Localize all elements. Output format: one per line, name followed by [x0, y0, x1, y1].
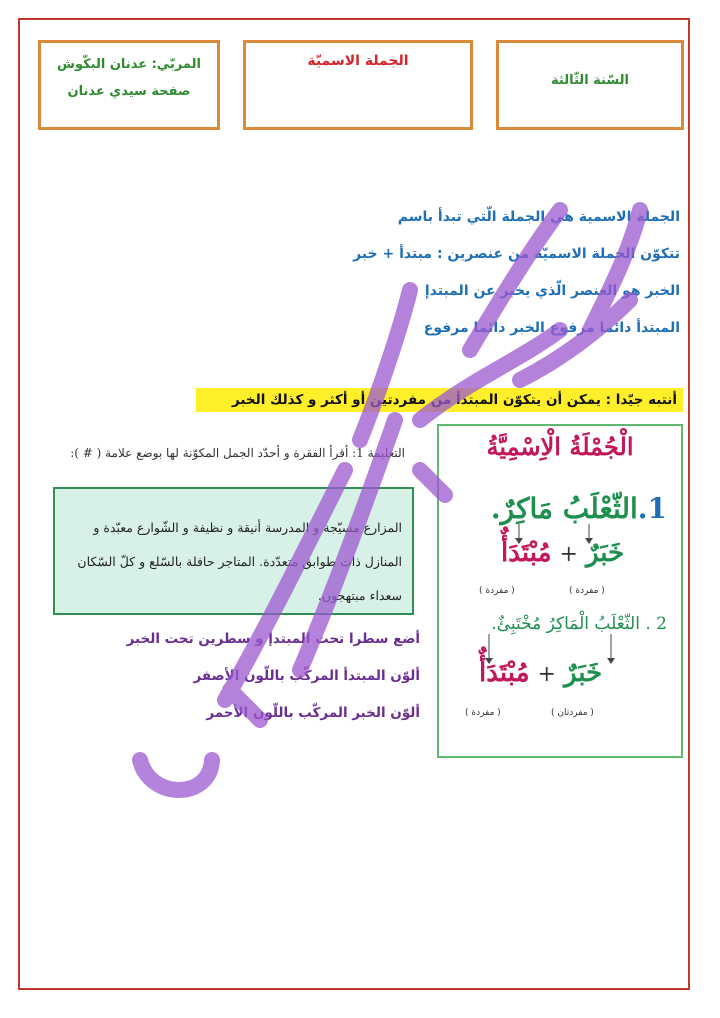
example-2-subject-note: ( مفردتان ) — [551, 708, 594, 718]
instruction-line: ألوّن المبتدأ المركّب باللّون الأصفر — [193, 668, 420, 684]
rule-line: الجملة الاسمية هي الجملة الّتي تبدأ باسم — [397, 209, 680, 225]
watermark-stroke — [420, 470, 445, 495]
plus-sign: + — [537, 662, 556, 687]
watermark-stroke — [470, 210, 560, 350]
example-2-predicate: مُخْتَبِئٌ. — [491, 614, 542, 634]
exercise-instruction: التعليمة 1: أقرأ الفقرة و أحدّد الجمل المكوّنة لها بوضع علامة ( # ): — [70, 446, 405, 460]
example-1-number: 1. — [637, 492, 667, 525]
example-1-predicate: مَاكِرٌ. — [490, 492, 553, 525]
plus-sign: + — [559, 542, 578, 567]
teacher-page: صفحة سيدي عدنان — [67, 84, 191, 99]
example-2-predicate-note: ( مفردة ) — [465, 708, 501, 718]
instruction-line: ألوّن الخبر المركّب باللّون الأحمر — [206, 705, 420, 721]
example-2-mubtada: مُبْتَدَأٌ — [479, 658, 530, 688]
watermark-stroke — [140, 760, 212, 790]
watermark-stroke — [230, 690, 260, 720]
example-2-subject: الثّعْلَبُ الْمَاكِرُ — [546, 614, 640, 634]
grade-label: السّنة الثّالثة — [551, 73, 629, 88]
rule-line: المبتدأ دائما مرفوع الخبر دائما مرفوع — [423, 320, 680, 336]
panel-title: الْجُمْلَةُ الْاِسْمِيَّةُ — [486, 432, 634, 461]
rule-line: الخبر هو العنصر الّذي يخبر عن المبتدإ — [424, 283, 680, 299]
lesson-title: الجملة الاسميّة — [307, 53, 409, 69]
example-1-subject-note: ( مفردة ) — [569, 586, 605, 596]
exercise-paragraph: المزارع مسيّجة و المدرسة أنيقة و نظيفة و الشّوارع معبّدة و المنازل ذات طوابق متعدّدة. المتاجر حافلة بالسّلع و كلّ السّكان سعداء مبتهجون. — [53, 487, 414, 615]
instruction-line: أضع سطرا تحت المبتدإ و سطرين تحت الخبر — [126, 631, 420, 647]
example-2-khabar: خَبَرٌ — [563, 658, 603, 688]
example-2-number: 2 . — [645, 614, 667, 634]
example-1-mubtada: مُبْتَدَأٌ — [501, 538, 552, 568]
highlighted-note: أنتبه جيّدا : يمكن أن يتكوّن المبتدأ من مفردتين أو أكثر و كذلك الخبر — [196, 388, 683, 412]
rule-line: تتكوّن الجملة الاسميّة من عنصرين : مبتدأ + خبر — [353, 246, 680, 262]
teacher-name: المربّي: عدنان البكّوش — [57, 57, 201, 72]
example-1-khabar: خَبَرٌ — [585, 538, 625, 568]
example-1-predicate-note: ( مفردة ) — [479, 586, 515, 596]
example-1-subject: الثّعْلَبُ — [562, 492, 638, 525]
